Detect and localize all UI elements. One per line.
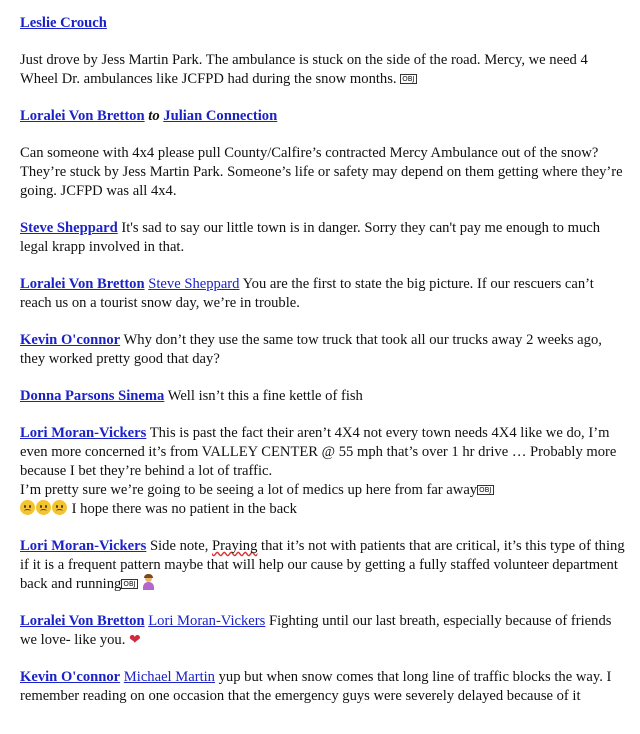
post-text: You are the first to state the big picture. If our rescuers can’t reach us on a tourist snow day, we’re in trouble. — [20, 276, 594, 311]
sad-face-icon — [52, 500, 67, 515]
post-text: I’m pretty sure we’re going to be seeing a lot of medics up here from far away — [20, 482, 478, 498]
author-link[interactable]: Loralei Von Bretton — [20, 613, 145, 629]
mention-link[interactable]: Steve Sheppard — [148, 276, 240, 292]
post-text: Just drove by Jess Martin Park. The ambulance is stuck on the side of the road. Mercy, we need 4 Wheel Dr. ambulances like JCFPD had during the snow months. — [20, 52, 588, 87]
post-body — [20, 275, 626, 313]
post-line — [20, 481, 626, 500]
author-link[interactable]: Kevin O'connor — [20, 669, 121, 685]
post — [20, 331, 626, 369]
post-text: It's sad to say our little town is in danger. Sorry they can't pay me enough to much legal krapp involved in that. — [20, 220, 601, 255]
post-text: I hope there was no patient in the back — [68, 501, 297, 517]
author-link[interactable]: Lori Moran-Vickers — [20, 425, 147, 441]
person-gesturing-icon — [141, 575, 155, 590]
author-link[interactable]: Donna Parsons Sinema — [20, 388, 165, 404]
post — [20, 275, 626, 313]
post — [20, 668, 626, 706]
post-body — [20, 387, 626, 406]
author-link[interactable]: Loralei Von Bretton — [20, 108, 145, 124]
post — [20, 107, 626, 201]
post-body — [20, 668, 626, 706]
post-text: Fighting until our last breath, especially because of friends we love- like you. — [20, 613, 612, 648]
post-text: Side note, — [146, 538, 212, 554]
post — [20, 14, 626, 89]
mention-link[interactable]: Michael Martin — [123, 669, 215, 685]
post-body — [20, 537, 626, 594]
post — [20, 612, 626, 650]
author-link[interactable]: Steve Sheppard — [20, 220, 118, 236]
author-link[interactable]: Lori Moran-Vickers — [20, 538, 147, 554]
author-link[interactable]: Kevin O'connor — [20, 332, 121, 348]
post-line — [20, 500, 626, 519]
post — [20, 387, 626, 406]
author-link[interactable]: Loralei Von Bretton — [20, 276, 145, 292]
post — [20, 424, 626, 519]
praying-word: Praying — [212, 538, 258, 554]
object-placeholder-icon: OBJ — [479, 486, 492, 494]
author-link[interactable]: Leslie Crouch — [20, 15, 107, 31]
post-body — [20, 51, 626, 89]
post-text: yup but when snow comes that long line of traffic blocks the way. I remember reading on one occasion that the emergency guys were severely delayed because of it — [20, 669, 612, 704]
mention-link[interactable]: Lori Moran-Vickers — [148, 613, 266, 629]
post-body — [20, 612, 626, 650]
sad-face-icon — [36, 500, 51, 515]
sad-face-icon — [20, 500, 35, 515]
post — [20, 537, 626, 594]
post-body — [20, 424, 626, 481]
post-body: Can someone with 4x4 please pull County/Calfire’s contracted Mercy Ambulance out of the snow? They’re stuck by Jess Martin Park. Someone’s life or safety may depend on them getting where they’re going. JCFPD was all 4x4. — [20, 145, 623, 199]
post-body — [20, 331, 626, 369]
post-text: that it’s not with patients that are critical, it’s this type of thing if it is a frequent pattern maybe that will help our cause by getting a fully staffed volunteer department back and running — [20, 538, 625, 592]
object-placeholder-icon: OBJ — [123, 580, 136, 588]
post-body — [20, 219, 626, 257]
to-label: to — [148, 108, 160, 124]
post — [20, 219, 626, 257]
post-text: Why don’t they use the same tow truck that took all our trucks away 2 weeks ago, they worked pretty good that day? — [20, 332, 602, 367]
post-text: Well isn’t this a fine kettle of fish — [164, 388, 363, 404]
post-text: This is past the fact their aren’t 4X4 not every town needs 4X4 like we do, I’m even more concerned it’s from VALLEY CENTER @ 55 mph that’s over 1 hr drive … Probably more because I bet they’re behind a lot of traffic. — [20, 425, 617, 479]
heart-icon: ❤ — [129, 632, 141, 648]
group-link[interactable]: Julian Connection — [163, 108, 278, 124]
object-placeholder-icon: OBJ — [402, 75, 415, 83]
